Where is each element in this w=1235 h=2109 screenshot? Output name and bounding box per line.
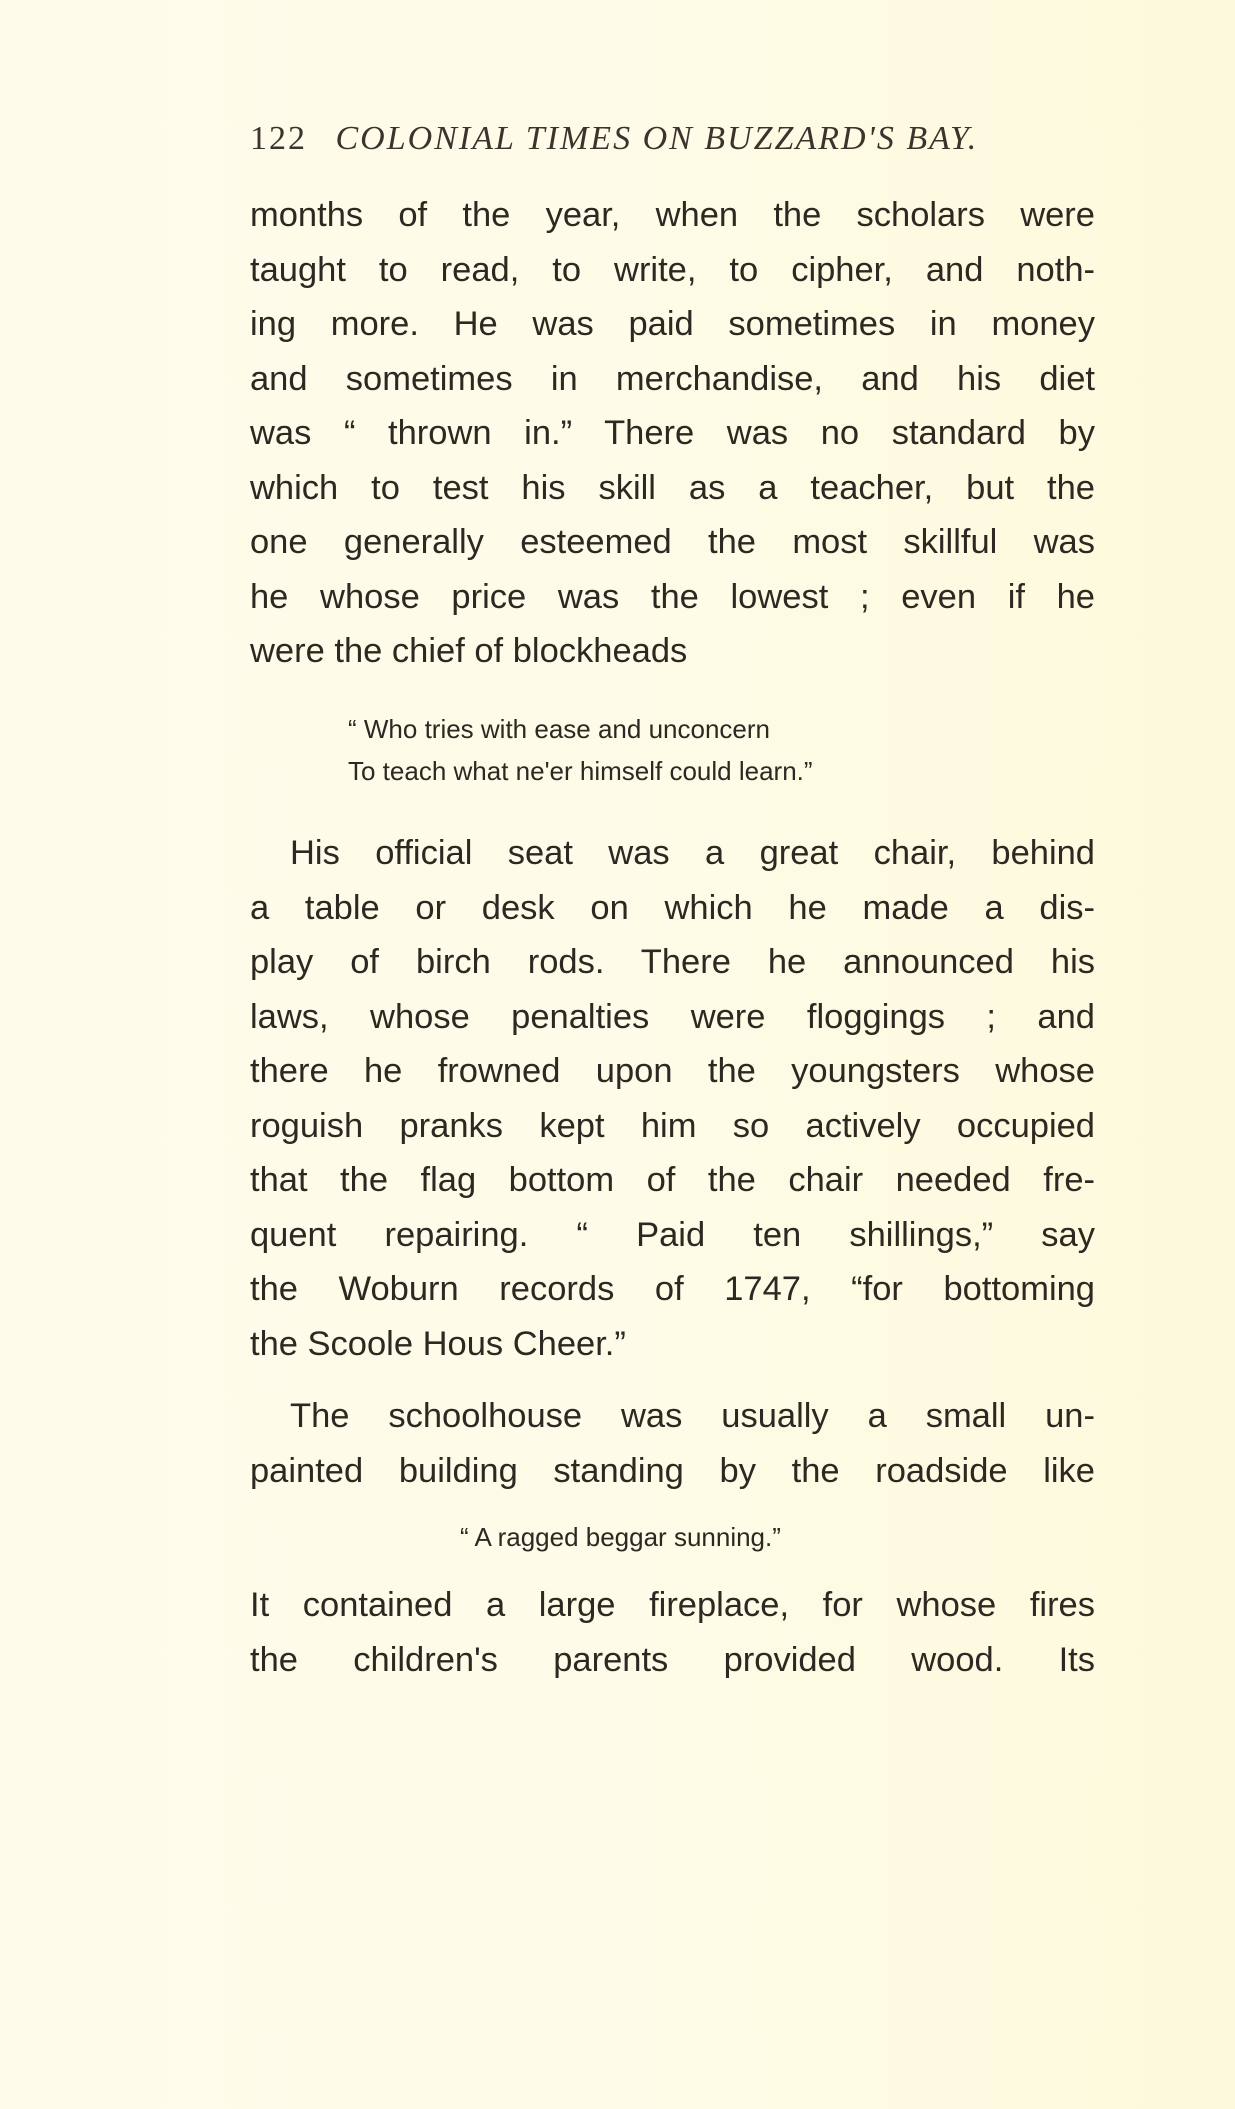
page-number: 122	[250, 120, 307, 157]
text-line: months of the year, when the scholars were	[250, 196, 1095, 234]
text-line: a table or desk on which he made a dis-	[250, 888, 1095, 927]
paragraph-2	[250, 826, 1095, 1371]
text-line: one generally esteemed the most skillful was	[250, 523, 1095, 561]
text-line: painted building standing by the roadside like	[250, 1451, 1095, 1490]
text-line: ing more. He was paid sometimes in money	[250, 305, 1095, 343]
verse-line: To teach what ne'er himself could learn.”	[348, 756, 813, 786]
text-line: play of birch rods. There he announced his	[250, 943, 1095, 981]
text-line: roguish pranks kept him so actively occupied	[250, 1106, 1095, 1145]
text-line: the Woburn records of 1747, “for bottoming	[250, 1270, 1095, 1308]
text-line: His official seat was a great chair, behind	[290, 834, 1095, 872]
running-head: COLONIAL TIMES ON BUZZARD'S BAY.	[335, 120, 979, 157]
text-line: laws, whose penalties were floggings ; and	[250, 997, 1095, 1036]
paragraph-1	[250, 188, 1095, 679]
text-line: the children's parents provided wood. Its	[250, 1640, 1095, 1679]
text-line: which to test his skill as a teacher, but the	[250, 468, 1095, 507]
text-line: It contained a large fireplace, for whose fires	[250, 1586, 1095, 1624]
verse-line: “ A ragged beggar sunning.”	[460, 1522, 781, 1552]
text-line: and sometimes in merchandise, and his diet	[250, 359, 1095, 398]
verse-quote-1	[348, 708, 813, 792]
paragraph-4	[250, 1578, 1095, 1687]
text-line: he whose price was the lowest ; even if he	[250, 577, 1095, 616]
verse-quote-2	[460, 1516, 781, 1558]
paragraph-3	[250, 1389, 1095, 1498]
page-header	[250, 120, 1110, 158]
text-line: quent repairing. “ Paid ten shillings,” say	[250, 1215, 1095, 1254]
verse-line: “ Who tries with ease and unconcern	[348, 714, 770, 744]
text-line: the Scoole Hous Cheer.”	[250, 1324, 626, 1363]
text-line: The schoolhouse was usually a small un-	[290, 1397, 1095, 1435]
text-line: was “ thrown in.” There was no standard by	[250, 414, 1095, 452]
text-line: that the flag bottom of the chair needed fre-	[250, 1161, 1095, 1199]
text-line: taught to read, to write, to cipher, and noth-	[250, 250, 1095, 289]
text-line: were the chief of blockheads	[250, 632, 688, 670]
text-line: there he frowned upon the youngsters whose	[250, 1052, 1095, 1090]
